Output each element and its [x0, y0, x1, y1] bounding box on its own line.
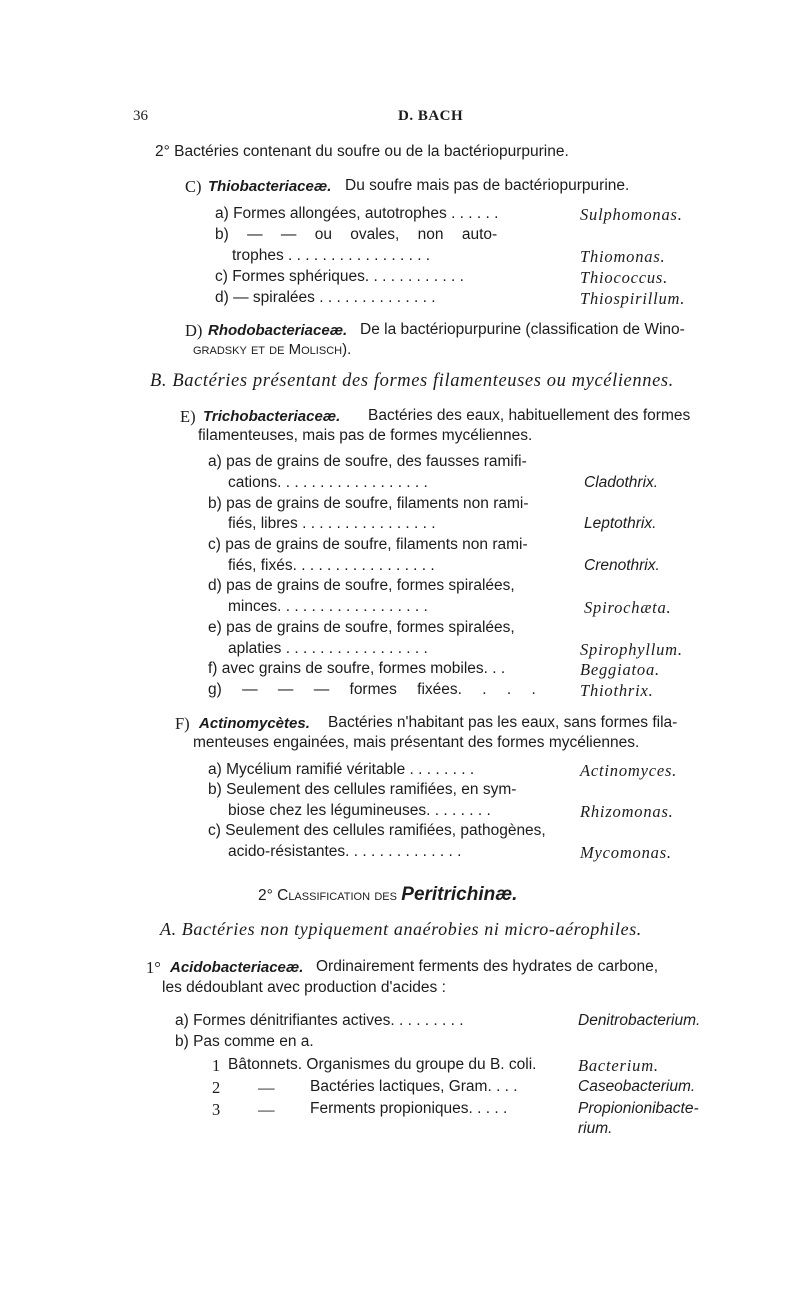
key-item-continuation: cations. . . . . . . . . . . . . . . . . .: [228, 474, 428, 491]
key-item-continuation: aplaties . . . . . . . . . . . . . . . . .: [228, 640, 428, 657]
row-number: 2: [212, 1078, 221, 1097]
key-item: d) — spiralées . . . . . . . . . . . . . .: [215, 289, 436, 306]
key-item: g) — — — formes fixées. . . .: [208, 681, 536, 698]
genus-name-continuation: rium.: [578, 1120, 613, 1137]
genus-name: Spirochæta.: [584, 598, 672, 617]
family-description-continuation: filamenteuses, mais pas de formes mycéliennes.: [198, 427, 533, 444]
genus-name: Denitrobacterium.: [578, 1012, 701, 1029]
family-description-continuation: menteuses engainées, mais présentant des formes mycéliennes.: [193, 734, 640, 751]
family-name: Thiobacteriaceæ.: [208, 178, 332, 195]
entry-number: 1°: [146, 958, 161, 977]
key-item: f) avec grains de soufre, formes mobiles. . .: [208, 660, 506, 677]
key-item: e) pas de grains de soufre, formes spiralées,: [208, 619, 515, 636]
family-name: Acidobacteriaceæ.: [170, 959, 304, 976]
genus-name: Actinomyces.: [580, 761, 678, 780]
family-name: Actinomycètes.: [199, 715, 310, 732]
key-item-continuation: trophes . . . . . . . . . . . . . . . . .: [232, 247, 431, 264]
family-name: Trichobacteriaceæ.: [203, 408, 341, 425]
genus-name: Cladothrix.: [584, 474, 659, 491]
row-text: Bâtonnets. Organismes du groupe du B. coli.: [228, 1056, 537, 1073]
page-number: 36: [133, 108, 148, 124]
key-item: c) Seulement des cellules ramifiées, pathogènes,: [208, 822, 546, 839]
key-item-continuation: biose chez les légumineuses. . . . . . . .: [228, 802, 491, 819]
key-item: a) pas de grains de soufre, des fausses ramifi-: [208, 453, 527, 470]
genus-name: Thiothrix.: [580, 681, 654, 700]
family-description: Bactéries des eaux, habituellement des formes: [368, 407, 691, 424]
key-item: a) Formes dénitrifiantes actives. . . . . . . . .: [175, 1012, 464, 1029]
genus-name: Sulphomonas.: [580, 205, 683, 224]
key-item-continuation: minces. . . . . . . . . . . . . . . . . .: [228, 598, 428, 615]
entry-letter: C): [185, 177, 202, 196]
key-item: a) Formes allongées, autotrophes . . . . . .: [215, 205, 499, 222]
section-heading: 2° Bactéries contenant du soufre ou de la bactériopurpurine.: [155, 143, 569, 160]
genus-name: Mycomonas.: [580, 843, 672, 862]
key-item: b) Seulement des cellules ramifiées, en sym-: [208, 781, 517, 798]
genus-name: Thiococcus.: [580, 268, 669, 287]
classification-heading-label: 2° Classification des: [258, 887, 397, 904]
key-item-continuation: acido-résistantes. . . . . . . . . . . . . .: [228, 843, 462, 860]
family-description: Bactéries n'habitant pas les eaux, sans formes fila-: [328, 714, 678, 731]
genus-name: Bacterium.: [578, 1056, 659, 1075]
subgroup-heading: A. Bactéries non typiquement anaérobies ni micro-aérophiles.: [160, 919, 642, 939]
row-text: Bactéries lactiques, Gram. . . .: [310, 1078, 518, 1095]
family-description-continuation: gradsky et de Molisch).: [193, 341, 352, 358]
classification-heading-taxon: Peritrichinæ.: [401, 884, 518, 905]
family-description: Ordinairement ferments des hydrates de carbone,: [316, 958, 659, 975]
key-item: a) Mycélium ramifié véritable . . . . . . . .: [208, 761, 475, 778]
entry-letter: E): [180, 407, 196, 426]
classification-heading: [258, 884, 517, 906]
genus-name: Thiospirillum.: [580, 289, 686, 308]
genus-name: Leptothrix.: [584, 515, 657, 532]
key-item: d) pas de grains de soufre, formes spiralées,: [208, 577, 515, 594]
family-description: Du soufre mais pas de bactériopurpurine.: [345, 177, 630, 194]
genus-name: Rhizomonas.: [580, 802, 674, 821]
key-item: b) pas de grains de soufre, filaments non rami-: [208, 495, 529, 512]
key-item: b) — — ou ovales, non auto-: [215, 226, 498, 243]
family-name: Rhodobacteriaceæ.: [208, 322, 348, 339]
genus-name: Thiomonas.: [580, 247, 666, 266]
running-head-author: D. BACH: [398, 108, 464, 124]
genus-name: Beggiatoa.: [580, 660, 660, 679]
entry-letter: F): [175, 714, 190, 733]
genus-name: Spirophyllum.: [580, 640, 683, 659]
key-item: c) pas de grains de soufre, filaments non rami-: [208, 536, 528, 553]
row-text: Ferments propioniques. . . . .: [310, 1100, 508, 1117]
genus-name: Caseobacterium.: [578, 1078, 696, 1095]
key-item: b) Pas comme en a.: [175, 1033, 314, 1050]
key-item: c) Formes sphériques. . . . . . . . . . . .: [215, 268, 464, 285]
genus-name: Propionionibacte-: [578, 1100, 699, 1117]
row-dash: —: [258, 1100, 275, 1119]
genus-name: Crenothrix.: [584, 557, 660, 574]
key-item-continuation: fiés, libres . . . . . . . . . . . . . . . .: [228, 515, 436, 532]
row-number: 1: [212, 1056, 221, 1075]
key-item-continuation: fiés, fixés. . . . . . . . . . . . . . . . .: [228, 557, 435, 574]
row-dash: —: [258, 1078, 275, 1097]
subgroup-heading: B. Bactéries présentant des formes filamenteuses ou mycéliennes.: [150, 371, 674, 391]
family-description-continuation: les dédoublant avec production d'acides :: [162, 979, 446, 996]
family-description: De la bactériopurpurine (classification de Wino-: [360, 321, 685, 338]
entry-letter: D): [185, 321, 203, 340]
row-number: 3: [212, 1100, 221, 1119]
